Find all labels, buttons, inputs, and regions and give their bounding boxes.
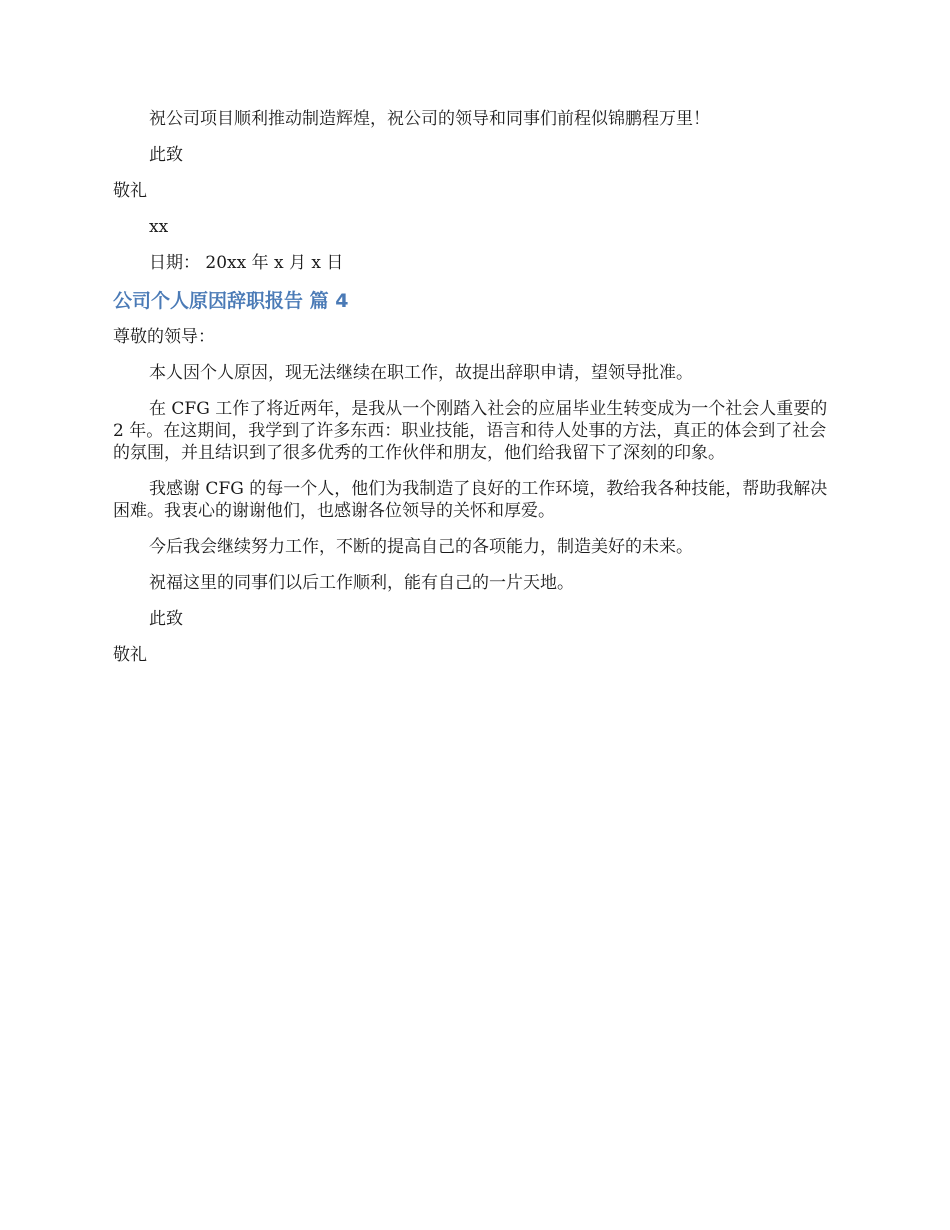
salutation-jingli: 敬礼 — [113, 645, 147, 665]
closing-wish: 祝公司项目顺利推动制造辉煌，祝公司的领导和同事们前程似锦鹏程万里！ — [149, 109, 710, 129]
paragraph: 祝福这里的同事们以后工作顺利，能有自己的一片天地。 — [149, 573, 574, 593]
paragraph: 今后我会继续努力工作，不断的提高自己的各项能力，制造美好的未来。 — [149, 537, 693, 557]
salutation-jingli: 敬礼 — [113, 181, 147, 201]
section-number: 篇 4 — [309, 290, 349, 312]
document-page — [113, 108, 840, 680]
signer: xx — [149, 217, 169, 237]
greeting: 尊敬的领导： — [113, 327, 215, 347]
section-title: 公司个人原因辞职报告 — [113, 290, 304, 312]
section-heading — [113, 288, 840, 314]
date-line: 日期： 20xx 年 x 月 x 日 — [149, 253, 344, 273]
salutation-cizhi: 此致 — [149, 609, 183, 629]
paragraph: 在 CFG 工作了将近两年，是我从一个刚踏入社会的应届毕业生转变成为一个社会人重要的 2 年。在这期间，我学到了许多东西：职业技能，语言和待人处事的方法，真正的体会到了社会的氛围，并且结识到了很多优秀的工作伙伴和朋友，他们给我留下了深刻的印象。 — [113, 399, 828, 463]
paragraph: 我感谢 CFG 的每一个人，他们为我制造了良好的工作环境，教给我各种技能，帮助我解决困难。我衷心的谢谢他们，也感谢各位领导的关怀和厚爱。 — [113, 479, 828, 521]
salutation-cizhi: 此致 — [149, 145, 183, 165]
paragraph: 本人因个人原因，现无法继续在职工作，故提出辞职申请，望领导批准。 — [149, 363, 693, 383]
